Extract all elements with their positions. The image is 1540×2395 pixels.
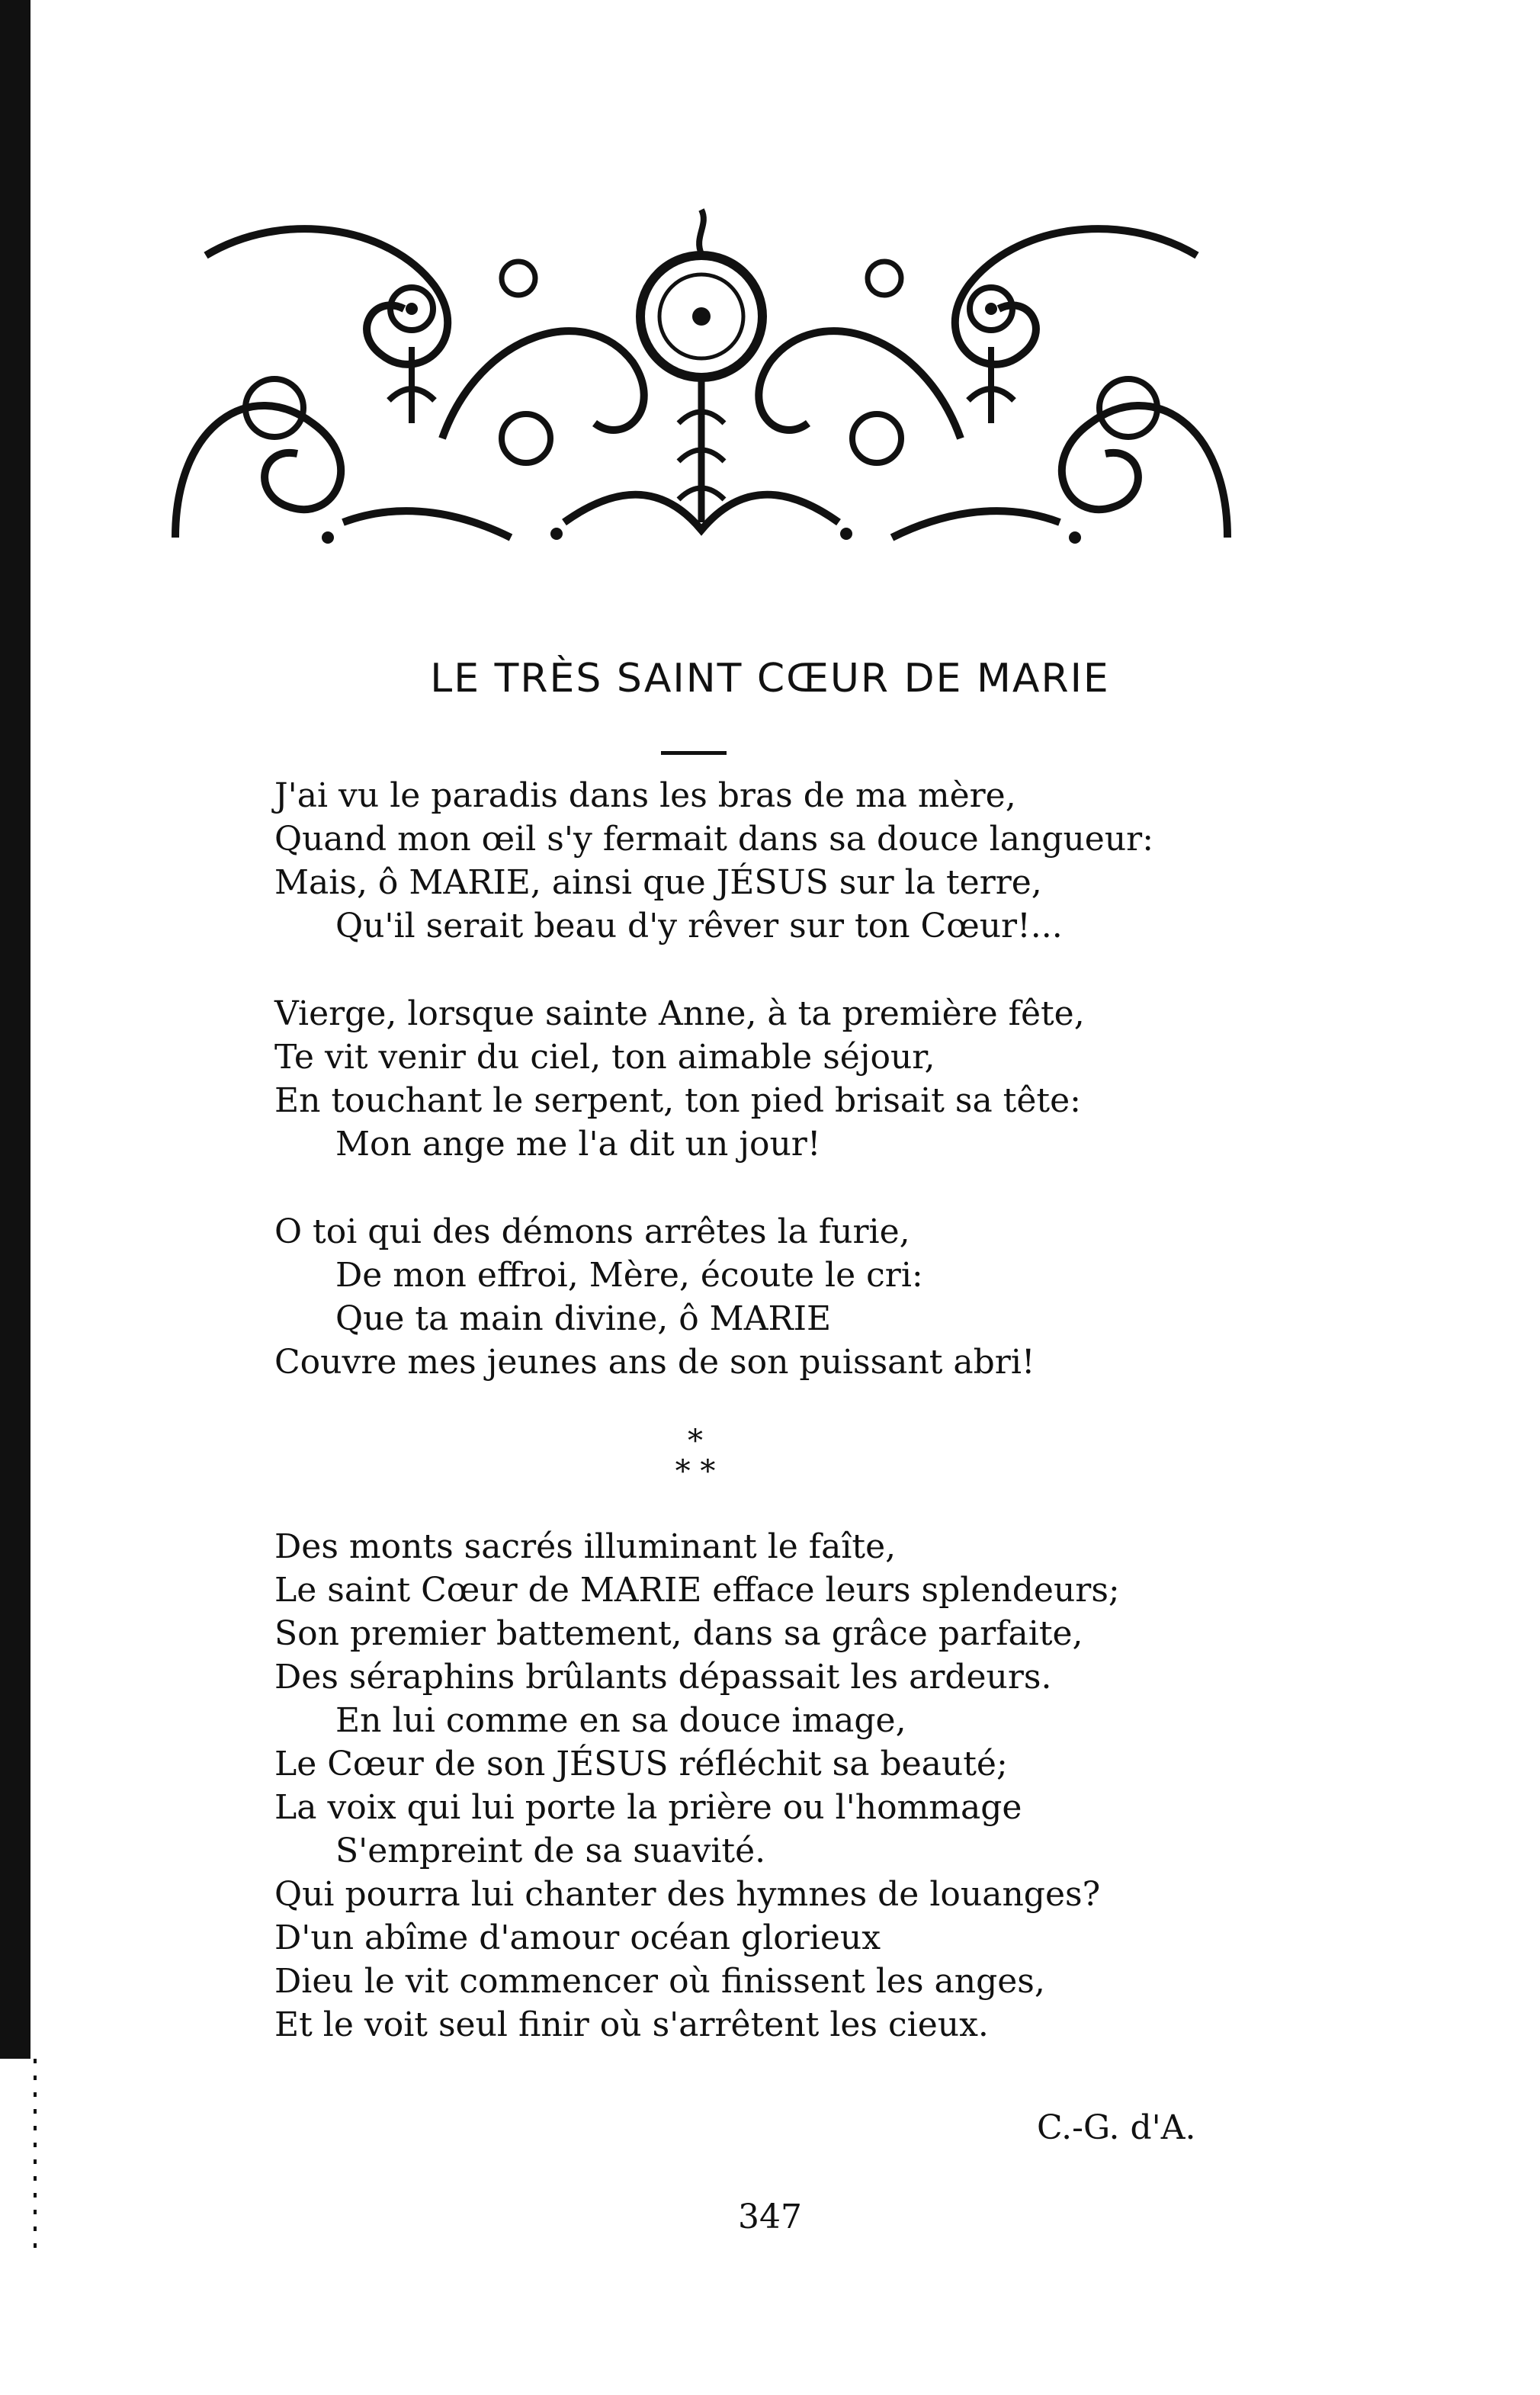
poem-line: Des monts sacrés illuminant le faîte,	[274, 1527, 897, 1566]
poem-line: Qu'il serait beau d'y rêver sur ton Cœur!...	[335, 907, 1063, 945]
poem-line: D'un abîme d'amour océan glorieux	[274, 1918, 881, 1957]
poem-line: Le saint Cœur de MARIE efface leurs splendeurs;	[274, 1571, 1120, 1610]
poem-line: La voix qui lui porte la prière ou l'hommage	[274, 1788, 1022, 1827]
author-signature: C.-G. d'A.	[1037, 2108, 1196, 2147]
poem-line: Des séraphins brûlants dépassait les ardeurs.	[274, 1658, 1052, 1697]
poem-line: Mon ange me l'a dit un jour!	[335, 1125, 821, 1164]
asterism-star-icon: * *	[675, 1454, 716, 1489]
floral-scroll-headpiece-icon	[160, 194, 1243, 553]
title-rule	[661, 751, 727, 755]
asterism-star-icon: *	[688, 1424, 703, 1459]
poem-line: En lui comme en sa douce image,	[335, 1701, 906, 1740]
poem-line: Qui pourra lui chanter des hymnes de louanges?	[274, 1875, 1101, 1914]
poem-line: En touchant le serpent, ton pied brisait sa tête:	[274, 1081, 1081, 1120]
poem-line: Que ta main divine, ô MARIE	[335, 1299, 832, 1338]
poem-title: LE TRÈS SAINT CŒUR DE MARIE	[430, 656, 1110, 701]
poem-line: Le Cœur de son JÉSUS réfléchit sa beauté;	[274, 1745, 1008, 1783]
stanza-2	[274, 992, 1342, 1166]
stanza-1	[274, 774, 1342, 948]
poem-line: Quand mon œil s'y fermait dans sa douce langueur:	[274, 820, 1154, 859]
asterism-separator	[665, 1424, 726, 1489]
poem-line: De mon effroi, Mère, écoute le cri:	[335, 1256, 923, 1295]
poem-line: Et le voit seul finir où s'arrêtent les cieux.	[274, 2005, 989, 2044]
poem-line: Vierge, lorsque sainte Anne, à ta première fête,	[274, 994, 1085, 1033]
poem-line: O toi qui des démons arrêtes la furie,	[274, 1212, 910, 1251]
poem-body	[274, 774, 1342, 1428]
poem-line: Couvre mes jeunes ans de son puissant abri!	[274, 1343, 1035, 1382]
binding-edge	[0, 0, 30, 2059]
page-number: 347	[738, 2198, 802, 2236]
poem-line: Te vit venir du ciel, ton aimable séjour,	[274, 1038, 935, 1077]
poem-line: S'empreint de sa suavité.	[335, 1832, 766, 1870]
poem-line: Dieu le vit commencer où finissent les anges,	[274, 1962, 1045, 2001]
poem-line: J'ai vu le paradis dans les bras de ma mère,	[274, 776, 1016, 815]
poem-body-second	[274, 1525, 1357, 2047]
poem-line: Son premier battement, dans sa grâce parfaite,	[274, 1614, 1083, 1653]
stanza-3	[274, 1210, 1342, 1384]
poem-line: Mais, ô MARIE, ainsi que JÉSUS sur la terre,	[274, 863, 1042, 902]
